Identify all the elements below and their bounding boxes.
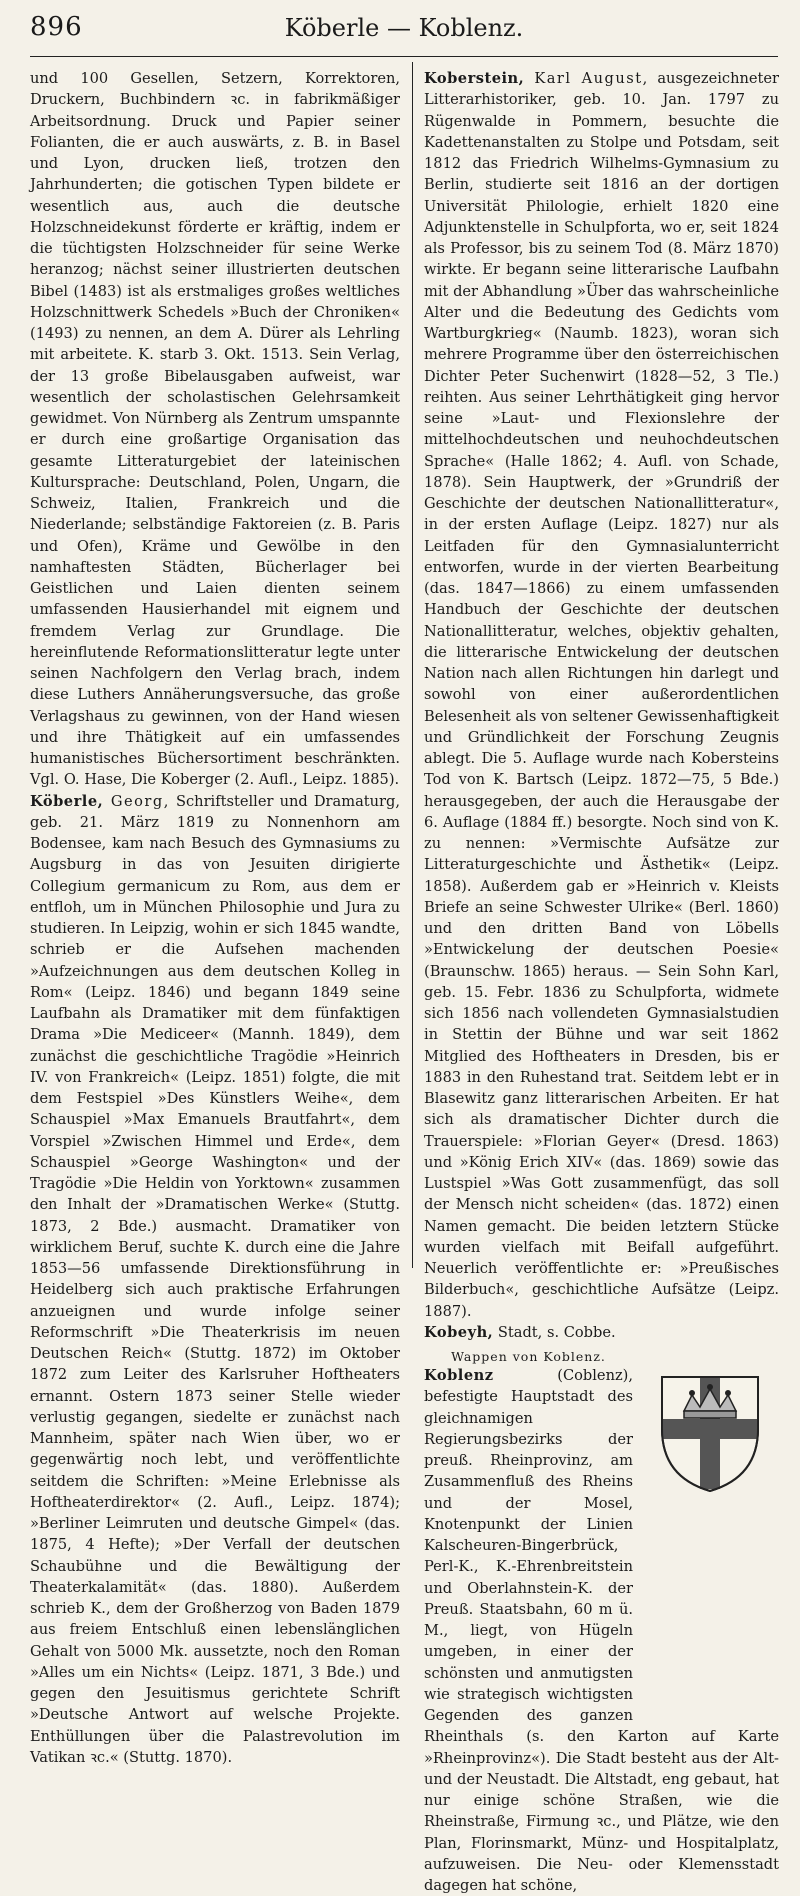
entry-text: Schriftsteller und Dramaturg, geb. 21. März 1819 zu Nonnenhorn am Bodensee, kam nach Besuch des Gymnasiums zu Augsburg in das von Jesuiten dirigierte Collegium germanicum zu Rom, aus dem er entfloh, um in München Philosophie und Jura zu studieren. In Leipzig, wohin er sich 1845 wandte, schrieb er die Aufsehen machenden »Aufzeichnungen aus dem deutschen Kolleg in Rom« (Leipz. 1846) und begann 1849 seine Laufbahn als Dramatiker mit dem fünfaktigen Drama »Die Mediceer« (Mannh. 1849), dem zunächst die geschichtliche Tragödie »Heinrich IV. von Frankreich« (Leipz. 1851) folgte, die mit dem Festspiel »Des Künstlers Weihe«, dem Schauspiel »Max Emanuels Brautfahrt«, dem Vorspiel »Zwischen Himmel und Erde«, dem Schauspiel »George Washington« und der Tragödie »Die Heldin von Yorktown« zusammen den Inhalt der »Dramatischen Werke« (Stuttg. 1873, 2 Bde.) ausmacht. Dramatiker von wirklichem Beruf, suchte K. durch eine die Jahre 1853—56 umfassende Direktionsführung in Heidelberg sich auch praktische Erfahrungen anzueignen und wurde infolge seiner Reformschrift »Die Theaterkrisis im neuen Deutschen Reich« (Stuttg. 1872) im Oktober 1872 zum Leiter des Karlsruher Hoftheaters ernannt. Ostern 1873 seiner Stelle wieder verlustig gegangen, siedelte er zunächst nach Mannheim, später nach Wien über, wo er gegenwärtig noch lebt, und veröffentlichte seitdem die Schriften: »Meine Erlebnisse als Hoftheaterdirektor« (2. Aufl., Leipz. 1874); »Berliner Leimruten und deutsche Gimpel« (das. 1875, 4 Hefte); »Der Verfall der deutschen Schaubühne und die Bewältigung der Theaterkalamität« (das. 1880). Außerdem schrieb K., dem der Großherzog von Baden 1879 aus freiem Entschluß einen lebenslänglichen Gehalt von 5000 Mk. aussetzte, noch den Roman »Alles um ein Nichts« (Leipz. 1871, 3 Bde.) und gegen den Jesuitismus gerichtete Schrift »Deutsche Antwort auf welsche Projekte. Enthüllungen über die Palastrevolution im Vatikan ꝛc.« (Stuttg. 1870).: [30, 792, 400, 1766]
entry-koberstein: [424, 68, 779, 1322]
page-header: [30, 8, 778, 48]
header-rule: [30, 56, 778, 57]
column-divider: [412, 62, 413, 1268]
entry-lemma: Köberle,: [30, 792, 104, 810]
entry-lemma: Koberstein,: [424, 70, 525, 87]
koblenz-coat-of-arms-image: [654, 1359, 766, 1495]
entry-text: (Coblenz), befestigte Hauptstadt des gleichnamigen Regierungsbezirks der preuß. Rheinprovinz, am Zusammenfluß des Rheins und der Mosel, Knotenpunkt der Linien Kalscheuren-Bingerbrück, Perl-K., K.-Ehrenbreitstein und Oberlahnstein-K. der Preuß. Staatsbahn, 60 m ü. M., liegt, von Hügeln umgeben, in einer der schönsten und anmutigsten wie strategisch wichtigsten Gegenden des ganzen Rheinthals (s. den Karton auf Karte »Rheinprovinz«). Die Stadt besteht aus der Alt- und der Neustadt. Die Altstadt, eng gebaut, hat nur einige schöne Straßen, wie die Rheinstraße, Firmung ꝛc., und Plätze, wie den Plan, Florinsmarkt, Münz- und Hospitalplatz, aufzuweisen. Die Neu- oder Klemensstadt dagegen hat schöne,: [424, 1367, 779, 1894]
entry-text: Stadt, s. Cobbe.: [493, 1323, 616, 1341]
entry-kobeyh: [424, 1322, 779, 1343]
right-column: [424, 68, 779, 1894]
entry-koeberle: [30, 791, 400, 1769]
entry-text: ausgezeichneter Litterarhistoriker, geb. 10. Jan. 1797 zu Rügenwalde in Pommern, besuchte die Kadettenanstalten zu Stolpe und Potsdam, seit 1812 das Friedrich Wilhelms-Gymnasium zu Berlin, studierte seit 1816 an der dortigen Universität Philologie, erhielt 1820 eine Adjunktenstelle in Schulpforta, wo er, seit 1824 als Professor, bis zu seinem Tod (8. März 1870) wirkte. Er begann seine litterarische Laufbahn mit der Abhandlung »Über das wahrscheinliche Alter und die Bedeutung des Gedichts vom Wartburgkrieg« (Naumb. 1823), woran sich mehrere Programme über den österreichischen Dichter Peter Suchenwirt (1828—52, 3 Tle.) reihten. Aus seiner Lehrthätigkeit ging hervor seine »Laut- und Flexionslehre der mittelhochdeutschen und neuhochdeutschen Sprache« (Halle 1862; 4. Aufl. von Schade, 1878). Sein Hauptwerk, der »Grundriß der Geschichte der deutschen Nationallitteratur«, in der ersten Auflage (Leipz. 1827) nur als Leitfaden für den Gymnasialunterricht entworfen, wurde in der vierten Bearbeitung (das. 1847—1866) zu einem umfassenden Handbuch der Geschichte der deutschen Nationallitteratur, welches, objektiv gehalten, die litterarische Entwickelung der deutschen Nation nach allen Richtungen hin darlegt und sowohl von einer außerordentlichen Belesenheit als von seltener Gewissenhaftigkeit und Gründlichkeit der Forschung Zeugnis ablegt. Die 5. Auflage wurde nach Kobersteins Tod von K. Bartsch (Leipz. 1872—75, 5 Bde.) herausgegeben, der auch die Herausgabe der 6. Auflage (1884 ff.) besorgte. Noch sind von K. zu nennen: »Vermischte Aufsätze zur Litteraturgeschichte und Ästhetik« (Leipz. 1858). Außerdem gab er »Heinrich v. Kleists Briefe an seine Schwester Ulrike« (Berl. 1860) und den dritten Band von Löbells »Entwickelung der deutschen Poesie« (Braunschw. 1865) heraus. — Sein Sohn Karl, geb. 15. Febr. 1836 zu Schulpforta, widmete sich 1856 nach vollendeten Gymnasialstudien in Stettin der Bühne und war seit 1862 Mitglied des Hoftheaters in Dresden, bis er 1883 in den Ruhestand trat. Seitdem lebt er in Blasewitz ganz litterarischen Arbeiten. Er hat sich als dramatischer Dichter durch die Trauerspiele: »Florian Geyer« (Dresd. 1863) und »König Erich XIV« (das. 1869) sowie das Lustspiel »Was Gott zusammenfügt, das soll der Mensch nicht scheiden« (das. 1872) einen Namen gemacht. Die beiden letztern Stücke wurden vielfach mit Beifall aufgeführt. Neuerlich veröffentlichte er: »Preußisches Bilderbuch«, geschichtliche Aufsätze (Leipz. 1887).: [424, 70, 779, 1320]
running-title: Köberle — Koblenz.: [284, 14, 524, 42]
page-number: 896: [30, 12, 83, 42]
left-column: [30, 68, 400, 1766]
coat-of-arms-figure: [641, 1351, 779, 1711]
entry-koberger-continued: und 100 Gesellen, Setzern, Korrektoren, Druckern, Buchbindern ꝛc. in fabrikmäßiger Arbeitsordnung. Druck und Papier seiner Folianten, die er auch auswärts, z. B. in Basel und Lyon, drucken ließ, trotzen den Jahrhunderten; die gotischen Typen bildete er wesentlich aus, auch die deutsche Holzschneidekunst förderte er kräftig, indem er die tüchtigsten Holzschneider für seine Werke heranzog; nächst seiner illustrierten deutschen Bibel (1483) ist als erstmaliges großes weltliches Holzschnittwerk Schedels »Buch der Chroniken« (1493) zu nennen, an dem A. Dürer als Lehrling mit arbeitete. K. starb 3. Okt. 1513. Sein Verlag, der 13 große Bibelausgaben aufweist, war wesentlich der scholastischen Gelehrsamkeit gewidmet. Von Nürnberg als Zentrum umspannte er durch eine großartige Organisation das gesamte Litteraturgebiet der lateinischen Kultursprache: Deutschland, Polen, Ungarn, die Schweiz, Italien, Frankreich und die Niederlande; selbständige Faktoreien (z. B. Paris und Ofen), Krämе und Gewölbe in den namhaftesten Städten, Bücherlager bei Geistlichen und Laien dienten seinem umfassenden Hausierhandel mit eignem und fremdem Verlag zur Grundlage. Die hereinflutende Reformationslitteratur legte unter seinen Nachfolgern den Verlag brach, indem diese Luthers Annäherungsversuche, das große Verlagshaus zu gewinnen, von der Hand wiesen und ihre Thätigkeit auf ein umfassendes humanistisches Büchersortiment beschränkten. Vgl. O. Hase, Die Koberger (2. Aufl., Leipz. 1885).: [30, 70, 400, 789]
entry-lemma: Kobeyh,: [424, 1323, 494, 1341]
entry-name: Georg,: [103, 792, 170, 810]
entry-name: Karl August,: [524, 70, 649, 87]
coat-of-arms-caption: Wappen von Koblenz.: [451, 1349, 606, 1364]
entry-lemma: Koblenz: [424, 1367, 494, 1384]
